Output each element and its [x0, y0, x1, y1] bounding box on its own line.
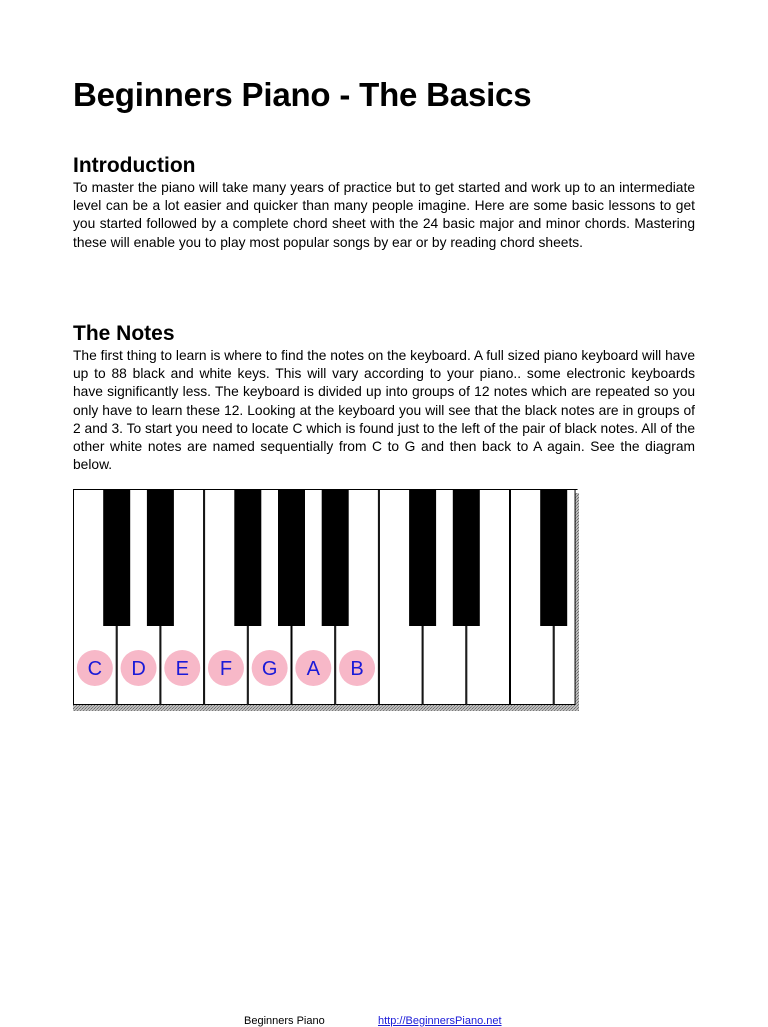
note-label-b: B	[350, 658, 364, 680]
note-label-c: C	[87, 658, 103, 680]
keyboard-right-shadow	[576, 493, 579, 711]
black-key	[322, 489, 349, 626]
introduction-heading: Introduction	[73, 154, 196, 177]
black-key	[234, 489, 261, 626]
piano-keyboard-diagram	[73, 489, 579, 711]
black-key	[278, 489, 305, 626]
black-key	[103, 489, 130, 626]
notes-heading: The Notes	[73, 322, 175, 345]
note-label-g: G	[261, 658, 278, 680]
page-title: Beginners Piano - The Basics	[73, 76, 532, 113]
footer-brand: Beginners Piano	[244, 1015, 325, 1027]
keyboard-bottom-shadow	[73, 705, 579, 711]
black-key	[409, 489, 436, 626]
note-label-f: F	[219, 658, 233, 680]
piano-keyboard-svg	[73, 489, 579, 711]
footer-website-link[interactable]: http://BeginnersPiano.net	[378, 1015, 502, 1027]
introduction-paragraph: To master the piano will take many years of practice but to get started and work up to an intermediate level can be a lot easier and quicker than many people imagine. Here are some basic lessons to get you started followed by a complete chord sheet with the 24 basic major and minor chords. Mastering these will enable you to play most popular songs by ear or by reading chord sheets.	[73, 180, 695, 250]
note-label-a: A	[306, 658, 321, 680]
black-key	[540, 489, 567, 626]
notes-paragraph: The first thing to learn is where to find the notes on the keyboard. A full sized piano keyboard will have up to 88 black and white keys. This will vary according to your piano.. some electronic keyboards have significantly less. The keyboard is divided up into groups of 12 notes which are repeated so you only have to learn these 12. Looking at the keyboard you will see that the black notes are in groups of 2 and 3. To start you need to locate C which is found just to the left of the pair of black notes. All of the other white notes are named sequentially from C to G and then back to A again. See the diagram below.	[73, 348, 695, 473]
black-key	[147, 489, 174, 626]
black-key	[453, 489, 480, 626]
note-label-d: D	[131, 658, 146, 680]
note-label-e: E	[175, 658, 189, 680]
